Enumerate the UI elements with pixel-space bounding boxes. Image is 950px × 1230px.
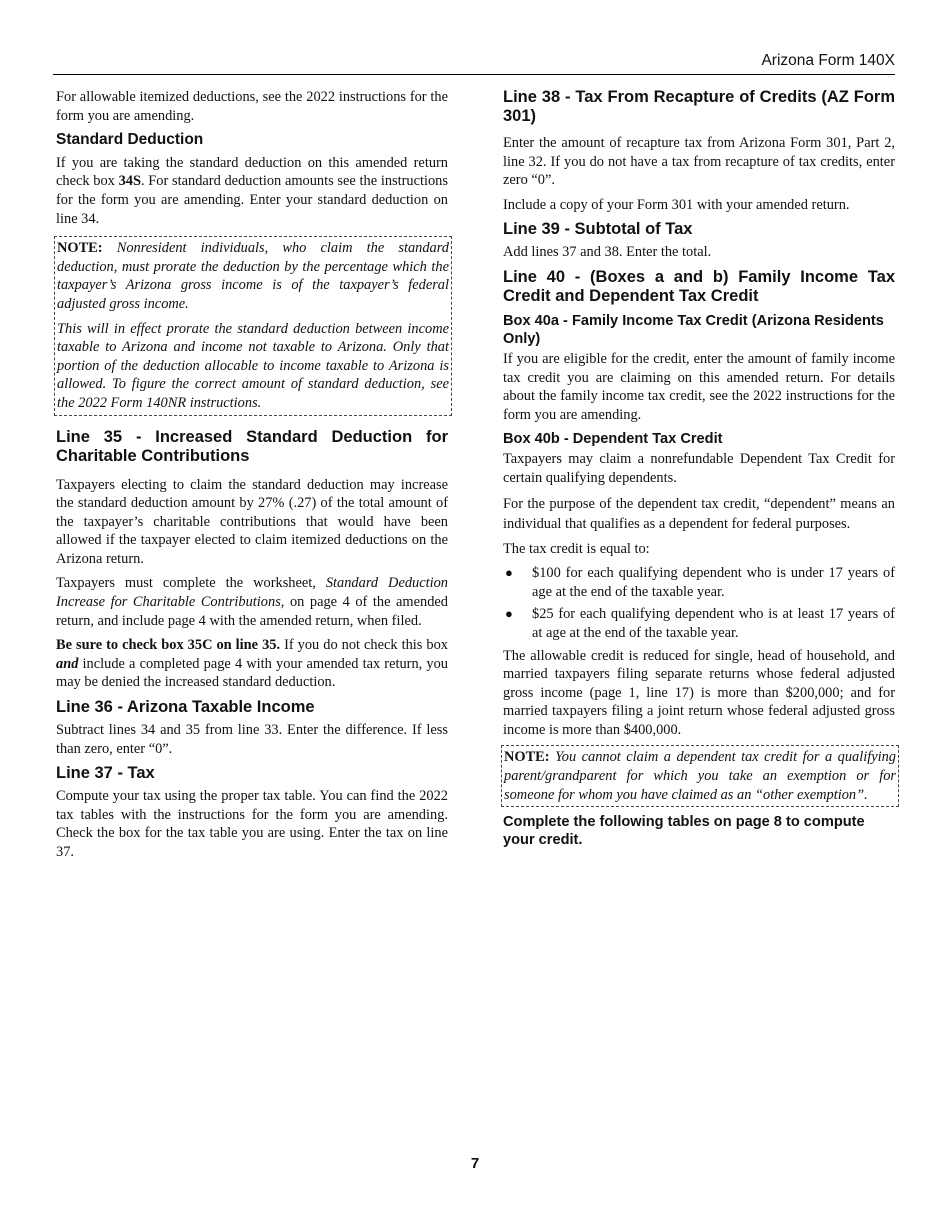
box-40b-paragraph-2: For the purpose of the dependent tax credit, “dependent” means an individual that qualifies as a dependent for federal purposes. [503,495,895,532]
bullet-icon: ● [505,606,513,622]
line-36-heading: Line 36 - Arizona Taxable Income [56,698,315,717]
line-36-paragraph: Subtract lines 34 and 35 from line 33. Enter the difference. If less than zero, enter “0”. [56,722,448,757]
note-paragraph-1: NOTE: Nonresident individuals, who claim the standard deduction, must prorate the deduction by the percentage which the taxpayer’s Arizona gross income is of the taxpayer’s federal adjusted gross income. [57,240,449,312]
note-label: NOTE: [504,749,550,766]
line-37-paragraph: Compute your tax using the proper tax table. You can find the 2022 tax tables with the instructions for the form you are amending. Check the box for the tax table you are using. Enter the tax on line 37. [56,788,448,860]
bullet-icon: ● [505,565,513,581]
box-40b-paragraph-4: The allowable credit is reduced for single, head of household, and married taxpayers filing separate returns whose federal adjusted gross income (page 1, line 17) is more than $200,000; and for married taxpayers filing a joint return whose federal adjusted gross income is more than $400,000. [503,647,895,738]
complete-tables-instruction: Complete the following tables on page 8 to compute your credit. [503,814,865,849]
right-column [503,88,895,849]
line-39-heading: Line 39 - Subtotal of Tax [503,220,693,239]
line-38-paragraph-1: Enter the amount of recapture tax from Arizona Form 301, Part 2, line 32. If you do not have a tax from recapture of tax credits, enter zero “0”. [503,135,895,189]
line-37-heading: Line 37 - Tax [56,764,155,783]
list-item: ● $100 for each qualifying dependent who is under 17 years of age at the end of the taxable year. [505,565,895,600]
list-item: ● $25 for each qualifying dependent who is at least 17 years of at age at the end of the taxable year. [505,606,895,641]
box-40b-paragraph-3: The tax credit is equal to: [503,540,650,557]
line-35-paragraph-2: Taxpayers must complete the worksheet, Standard Deduction Increase for Charitable Contributions, on page 4 of the amended return, and include page 4 with the amended return, when filed. [56,575,448,629]
dependent-credit-list [503,564,895,642]
nonresident-note-box [54,236,452,415]
box-40a-paragraph: If you are eligible for the credit, enter the amount of family income tax credit you are claiming on this amended return. For details about the family income tax credit, see the 2022 instructions for the form you are amending. [503,350,895,423]
box-34s-label: 34S [118,173,141,190]
standard-deduction-heading: Standard Deduction [56,131,204,149]
standard-deduction-paragraph: If you are taking the standard deduction on this amended return check box 34S. For standard deduction amounts see the instructions for the form you are amending. Enter your standard deduction on line 34. [56,154,448,227]
itemized-intro-paragraph: For allowable itemized deductions, see the 2022 instructions for the form you are amending. [56,89,448,124]
line-38-heading: Line 38 - Tax From Recapture of Credits (AZ Form 301) [503,88,895,125]
box-40b-paragraph-1: Taxpayers may claim a nonrefundable Dependent Tax Credit for certain qualifying dependents. [503,451,895,486]
box-40a-heading: Box 40a - Family Income Tax Credit (Arizona Residents Only) [503,312,884,347]
note-label: NOTE: [57,240,103,257]
left-column [56,88,448,868]
form-title-header: Arizona Form 140X [761,52,895,69]
page-number: 7 [470,1155,480,1172]
line-35-heading: Line 35 - Increased Standard Deduction for Charitable Contributions [56,427,448,465]
line-35-paragraph-3: Be sure to check box 35C on line 35. If you do not check this box and include a completed page 4 with your amended tax return, you may be denied the increased standard deduction. [56,637,448,691]
line-38-paragraph-2: Include a copy of your Form 301 with your amended return. [503,196,850,213]
header-divider [53,74,895,75]
line-39-paragraph: Add lines 37 and 38. Enter the total. [503,244,712,261]
dependent-note-box [501,745,899,807]
box-40b-heading: Box 40b - Dependent Tax Credit [503,431,723,448]
note-paragraph-2: This will in effect prorate the standard deduction between income taxable to Arizona and income not taxable to Arizona. Only that portion of the deduction allocable to income taxable to Arizona is allowed. To figure the correct amount of standard deduction, see the 2022 Form 140NR instructions. [57,320,449,411]
note-paragraph: NOTE: You cannot claim a dependent tax credit for a qualifying parent/grandparent for which you take an exemption or for someone for whom you have claimed as an “other exemption”. [504,749,896,803]
line-35-paragraph-1: Taxpayers electing to claim the standard deduction may increase the standard deduction amount by 27% (.27) of the total amount of the taxpayer’s charitable contributions that would have been allowed if the taxpayer elected to claim itemized deductions on the Arizona return. [56,476,448,567]
line-40-heading: Line 40 - (Boxes a and b) Family Income Tax Credit and Dependent Tax Credit [503,267,895,305]
